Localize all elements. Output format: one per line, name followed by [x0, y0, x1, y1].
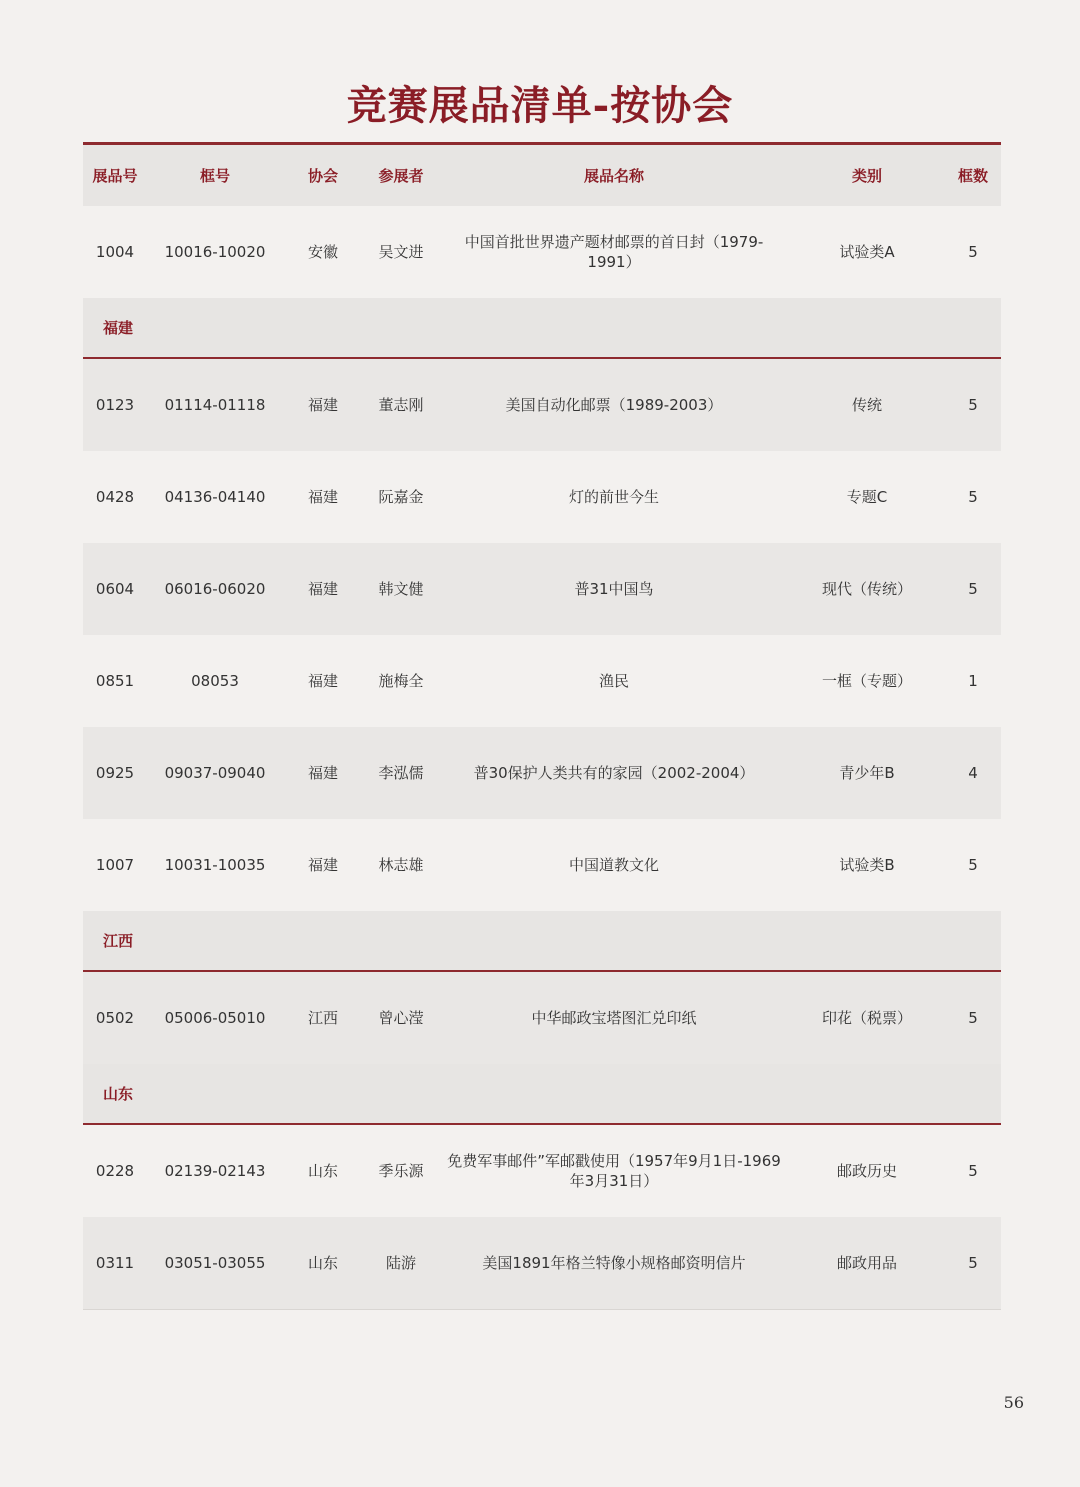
header-frame-no: 框号 — [199, 166, 230, 185]
cell-association: 福建 — [307, 856, 338, 874]
cell-association: 江西 — [307, 1009, 338, 1027]
table-row — [83, 543, 1001, 635]
header-exhibit-no: 展品号 — [92, 166, 138, 185]
cell-frames: 5 — [968, 1162, 978, 1180]
table-header — [83, 145, 1001, 206]
header-association: 协会 — [307, 166, 338, 185]
cell-frames: 5 — [968, 1254, 978, 1272]
cell-exhibitor: 林志雄 — [378, 856, 424, 874]
table-row — [83, 727, 1001, 819]
cell-exhibit-no: 0228 — [95, 1162, 135, 1180]
page-number: 56 — [1003, 1393, 1024, 1412]
cell-exhibit-title: 美国自动化邮票（1989-2003） — [505, 396, 723, 414]
cell-class: 传统 — [851, 396, 882, 414]
cell-exhibitor: 韩文健 — [378, 580, 424, 598]
table-row — [83, 359, 1001, 451]
cell-exhibitor: 阮嘉金 — [378, 488, 424, 506]
group-label: 福建 — [103, 319, 134, 337]
cell-class: 试验类B — [839, 856, 895, 874]
table-row — [83, 1217, 1001, 1309]
group-label: 山东 — [103, 1085, 134, 1103]
table-row — [83, 972, 1001, 1064]
cell-frame-no: 02139-02143 — [164, 1162, 266, 1180]
group-row — [83, 1064, 1001, 1125]
cell-exhibit-title: 中国首批世界遗产题材邮票的首日封（1979-1991） — [464, 233, 764, 271]
group-row — [83, 911, 1001, 972]
header-exhibitor: 参展者 — [378, 166, 424, 185]
table-row — [83, 1125, 1001, 1217]
cell-association: 福建 — [307, 580, 338, 598]
cell-exhibitor: 李泓儒 — [378, 764, 424, 782]
cell-association: 福建 — [307, 396, 338, 414]
cell-association: 山东 — [307, 1254, 338, 1272]
cell-exhibit-title: 免费军事邮件”军邮戳使用（1957年9月1日-1969年3月31日） — [447, 1152, 781, 1190]
cell-class: 印花（税票） — [821, 1009, 912, 1027]
cell-frames: 1 — [968, 672, 978, 690]
cell-exhibit-no: 0851 — [95, 672, 135, 690]
table-row — [83, 451, 1001, 543]
cell-exhibit-no: 1004 — [95, 243, 135, 261]
table-row — [83, 206, 1001, 298]
exhibit-table — [83, 142, 1001, 1310]
cell-frames: 5 — [968, 488, 978, 506]
header-frames: 框数 — [957, 166, 988, 185]
cell-exhibit-title: 普31中国鸟 — [574, 580, 654, 598]
cell-class: 一框（专题） — [821, 672, 912, 690]
group-label: 江西 — [103, 932, 134, 950]
cell-exhibit-title: 中华邮政宝塔图汇兑印纸 — [531, 1009, 697, 1027]
cell-exhibit-no: 0502 — [95, 1009, 135, 1027]
cell-class: 青少年B — [839, 764, 895, 782]
cell-frame-no: 01114-01118 — [164, 396, 266, 414]
cell-frames: 5 — [968, 396, 978, 414]
cell-association: 福建 — [307, 488, 338, 506]
page-title: 竞赛展品清单-按协会 — [346, 82, 734, 129]
cell-class: 邮政历史 — [836, 1162, 897, 1180]
cell-class: 邮政用品 — [836, 1254, 897, 1272]
cell-exhibitor: 曾心滢 — [378, 1009, 424, 1027]
cell-exhibit-title: 渔民 — [598, 672, 629, 690]
cell-exhibitor: 陆游 — [385, 1254, 416, 1272]
header-class: 类别 — [851, 166, 882, 185]
cell-exhibit-no: 1007 — [95, 856, 135, 874]
cell-class: 现代（传统） — [821, 580, 912, 598]
cell-exhibit-no: 0925 — [95, 764, 135, 782]
cell-class: 专题C — [846, 488, 888, 506]
cell-exhibit-title: 灯的前世今生 — [568, 488, 659, 506]
table-bottom-rule — [83, 1309, 1001, 1310]
cell-exhibit-no: 0428 — [95, 488, 135, 506]
cell-exhibit-title: 美国1891年格兰特像小规格邮资明信片 — [482, 1254, 746, 1272]
cell-association: 福建 — [307, 764, 338, 782]
cell-frames: 5 — [968, 580, 978, 598]
cell-frame-no: 04136-04140 — [164, 488, 266, 506]
header-exhibit-title: 展品名称 — [583, 166, 644, 185]
cell-exhibit-title: 普30保护人类共有的家园（2002-2004） — [473, 764, 755, 782]
cell-frames: 5 — [968, 1009, 978, 1027]
cell-frame-no: 09037-09040 — [164, 764, 266, 782]
cell-exhibitor: 董志刚 — [378, 396, 424, 414]
cell-frame-no: 10031-10035 — [164, 856, 266, 874]
cell-exhibitor: 吴文进 — [378, 243, 424, 261]
cell-exhibit-no: 0604 — [95, 580, 135, 598]
cell-frame-no: 08053 — [191, 672, 239, 690]
cell-frames: 5 — [968, 856, 978, 874]
cell-exhibit-no: 0123 — [95, 396, 135, 414]
table-row — [83, 635, 1001, 727]
cell-association: 福建 — [307, 672, 338, 690]
cell-frames: 5 — [968, 243, 978, 261]
cell-frame-no: 03051-03055 — [164, 1254, 266, 1272]
cell-class: 试验类A — [839, 243, 895, 261]
table-body — [83, 206, 1001, 1309]
cell-exhibit-no: 0311 — [95, 1254, 135, 1272]
cell-frame-no: 06016-06020 — [164, 580, 266, 598]
cell-frame-no: 05006-05010 — [164, 1009, 266, 1027]
cell-exhibitor: 施梅全 — [378, 672, 424, 690]
cell-exhibitor: 季乐源 — [378, 1162, 424, 1180]
table-row — [83, 819, 1001, 911]
cell-frames: 4 — [968, 764, 978, 782]
cell-exhibit-title: 中国道教文化 — [568, 856, 659, 874]
cell-association: 安徽 — [307, 243, 338, 261]
group-row — [83, 298, 1001, 359]
cell-frame-no: 10016-10020 — [164, 243, 266, 261]
cell-association: 山东 — [307, 1162, 338, 1180]
